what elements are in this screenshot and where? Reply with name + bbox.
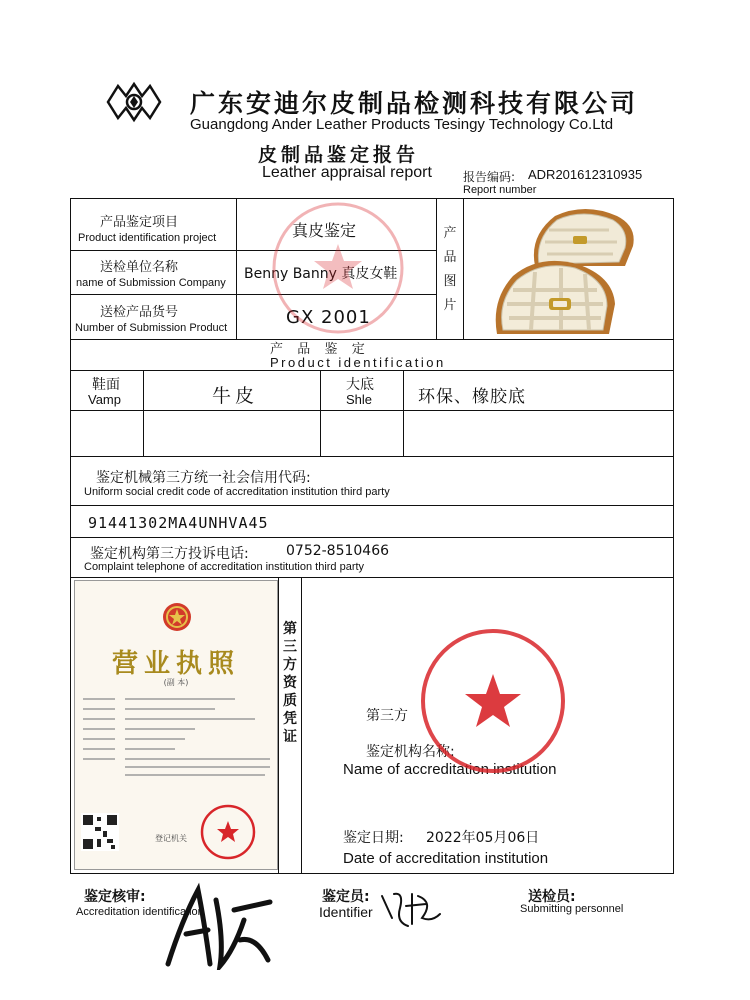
sole-label-cn: 大底 xyxy=(346,377,374,393)
license-issuer: 登记机关 xyxy=(155,834,187,843)
approver-signature xyxy=(164,880,274,970)
license-seal xyxy=(199,803,257,861)
col-divider xyxy=(463,198,464,339)
company-value: Benny Banny 真皮女鞋 xyxy=(244,266,398,282)
submitter-label-cn: 送检员: xyxy=(528,889,576,905)
picture-label: 产品图片 xyxy=(443,226,457,313)
credit-label-en: Uniform social credit code of accreditation institution third party xyxy=(84,486,390,498)
report-number-label: 报告编码: xyxy=(463,170,516,184)
submitter-label-en: Submitting personnel xyxy=(520,903,624,915)
identifier-label-cn: 鉴定员: xyxy=(322,889,370,905)
date-label-cn: 鉴定日期: xyxy=(343,830,404,846)
identifier-label-en: Identifier xyxy=(319,904,373,920)
row-divider xyxy=(70,537,674,538)
col-divider xyxy=(403,370,404,456)
identification-title-en: Product identification xyxy=(270,355,446,370)
license-title: 营业执照 xyxy=(111,649,240,679)
row-divider xyxy=(70,370,674,371)
qualification-vertical-label: 第三方资质凭证 xyxy=(283,621,297,745)
report-number-value: ADR201612310935 xyxy=(528,167,643,182)
product-photo xyxy=(487,202,637,338)
credit-code: 91441302MA4UNHVA45 xyxy=(88,514,269,532)
row-divider xyxy=(70,339,674,340)
report-number-label-en: Report number xyxy=(463,184,537,196)
company-label-cn: 送检单位名称 xyxy=(100,260,179,275)
row-divider xyxy=(70,456,674,457)
row-divider xyxy=(70,577,674,578)
approver-label-cn: 鉴定核审: xyxy=(84,889,146,905)
project-value: 真皮鉴定 xyxy=(292,221,357,240)
company-name-en: Guangdong Ander Leather Products Tesingy Technology Co.Ltd xyxy=(190,116,614,133)
row-divider xyxy=(70,250,436,251)
approver-label-en: Accreditation identification xyxy=(76,906,204,918)
sole-value: 环保、橡胶底 xyxy=(418,387,526,407)
national-emblem-icon xyxy=(161,601,193,635)
number-label-en: Number of Submission Product xyxy=(75,322,228,334)
sole-label-en: Shle xyxy=(346,392,373,407)
date-value: 2022年05月06日 xyxy=(426,830,540,846)
row-divider xyxy=(70,505,674,506)
complaint-label-cn: 鉴定机构第三方投诉电话: xyxy=(90,546,249,562)
col-divider xyxy=(320,370,321,456)
number-label-cn: 送检产品货号 xyxy=(100,305,179,320)
row-divider xyxy=(70,294,436,295)
institution-label-cn: 鉴定机构名称: xyxy=(366,744,455,760)
qr-code-icon xyxy=(81,813,119,851)
third-party-label: 第三方 xyxy=(366,708,408,724)
date-label-en: Date of accreditation institution xyxy=(343,850,549,867)
vamp-value: 牛皮 xyxy=(212,385,259,407)
report-title-en: Leather appraisal report xyxy=(262,164,432,181)
col-divider xyxy=(143,370,144,456)
license-subtitle: (副 本) xyxy=(163,678,189,687)
license-text-lines xyxy=(75,691,278,811)
company-label-en: name of Submission Company xyxy=(76,277,226,289)
col-divider xyxy=(278,577,279,874)
row-divider xyxy=(70,410,674,411)
project-label-en: Product identification project xyxy=(78,232,217,244)
col-divider xyxy=(436,198,437,339)
col-divider xyxy=(301,577,302,874)
identification-title-cn: 产 品 鉴 定 xyxy=(270,342,367,357)
business-license-image xyxy=(74,580,278,870)
company-logo xyxy=(104,80,164,124)
vamp-label-en: Vamp xyxy=(88,392,121,407)
company-name-cn: 广东安迪尔皮制品检测科技有限公司 xyxy=(190,89,639,118)
col-divider xyxy=(236,198,237,339)
vamp-label-cn: 鞋面 xyxy=(92,377,120,393)
complaint-label-en: Complaint telephone of accreditation institution third party xyxy=(84,561,365,573)
institution-label-en: Name of accreditation institution xyxy=(343,761,557,778)
identifier-signature xyxy=(378,888,444,930)
number-value: GX 2001 xyxy=(286,307,371,328)
report-title-cn: 皮制品鉴定报告 xyxy=(258,144,420,166)
credit-label-cn: 鉴定机械第三方统一社会信用代码: xyxy=(96,470,311,486)
complaint-phone: 0752-8510466 xyxy=(286,543,390,559)
project-label-cn: 产品鉴定项目 xyxy=(100,215,179,230)
